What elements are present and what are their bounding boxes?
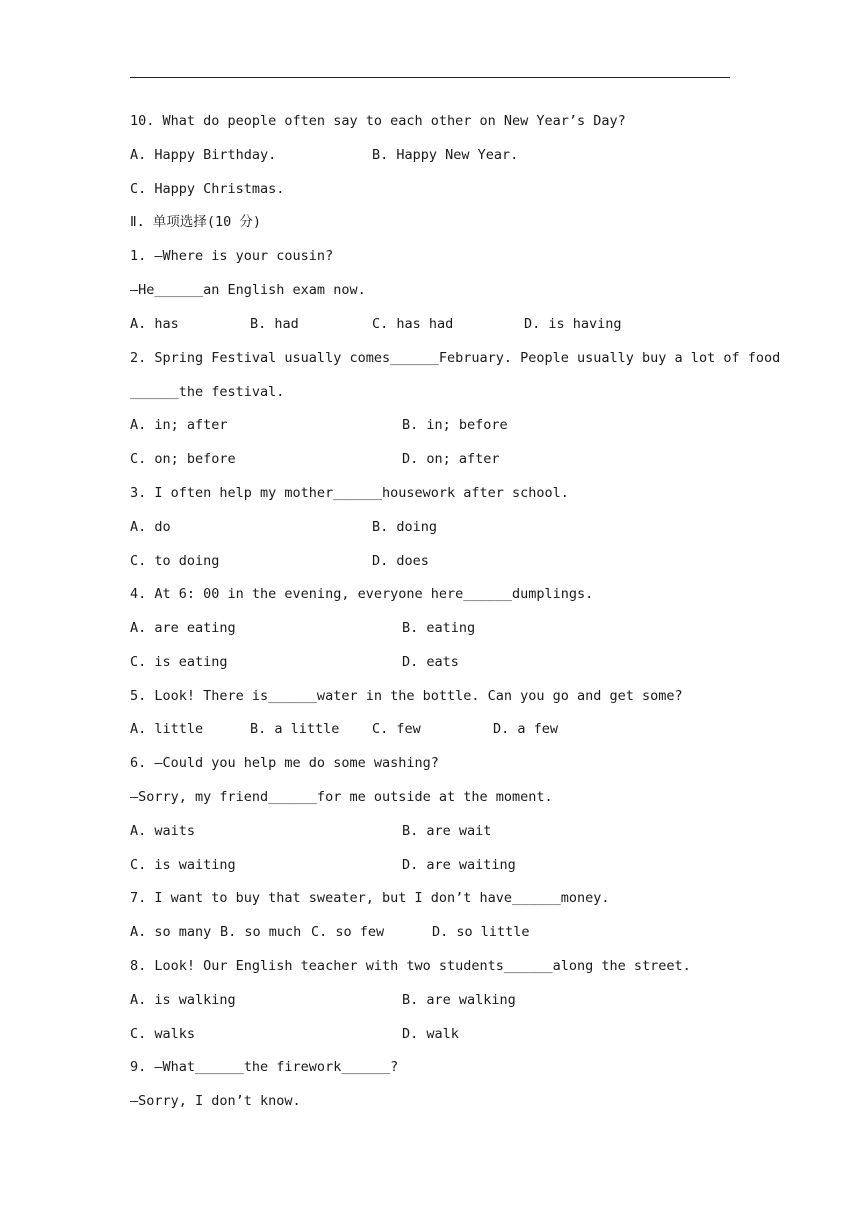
question-1-option-c: C. has had — [372, 316, 454, 332]
header-rule — [130, 77, 730, 78]
question-3-option-b: B. doing — [372, 519, 438, 535]
question-2-option-a: A. in; after — [130, 417, 228, 433]
question-4-option-c: C. is eating — [130, 654, 228, 670]
question-8-option-d: D. walk — [402, 1026, 459, 1042]
question-6-option-a: A. waits — [130, 823, 196, 839]
question-10-option-b: B. Happy New Year. — [372, 147, 519, 163]
question-8-option-b: B. are walking — [402, 992, 516, 1008]
question-5-option-d: D. a few — [493, 721, 559, 737]
question-6-option-b: B. are wait — [402, 823, 492, 839]
question-3-stem: 3. I often help my mother______housework after school. — [130, 485, 569, 501]
question-6-option-d: D. are waiting — [402, 857, 516, 873]
question-2-option-d: D. on; after — [402, 451, 500, 467]
question-3-option-c: C. to doing — [130, 553, 220, 569]
question-4-stem: 4. At 6: 00 in the evening, everyone here______dumplings. — [130, 586, 594, 602]
question-5-option-b: B. a little — [250, 721, 340, 737]
question-7-option-d: D. so little — [432, 924, 530, 940]
question-2-option-c: C. on; before — [130, 451, 236, 467]
question-7-option-a: A. so many — [130, 924, 212, 940]
question-4-option-d: D. eats — [402, 654, 459, 670]
question-7-option-c: C. so few — [311, 924, 385, 940]
question-5-option-c: C. few — [372, 721, 421, 737]
question-1-option-b: B. had — [250, 316, 299, 332]
question-5-option-a: A. little — [130, 721, 204, 737]
question-10-option-a: A. Happy Birthday. — [130, 147, 277, 163]
question-3-option-a: A. do — [130, 519, 171, 535]
question-9-stem-line2: —Sorry, I don’t know. — [130, 1093, 301, 1109]
question-1-stem-line2: —He______an English exam now. — [130, 282, 366, 298]
question-5-stem: 5. Look! There is______water in the bottle. Can you go and get some? — [130, 688, 683, 704]
question-1-stem: 1. —Where is your cousin? — [130, 248, 334, 264]
question-8-option-a: A. is walking — [130, 992, 236, 1008]
question-6-option-c: C. is waiting — [130, 857, 236, 873]
question-1-option-a: A. has — [130, 316, 179, 332]
question-6-stem: 6. —Could you help me do some washing? — [130, 755, 439, 771]
section-2-title: Ⅱ. 单项选择(10 分) — [130, 214, 262, 230]
question-6-stem-line2: —Sorry, my friend______for me outside at the moment. — [130, 789, 553, 805]
question-2-option-b: B. in; before — [402, 417, 508, 433]
question-7-stem: 7. I want to buy that sweater, but I don’t have______money. — [130, 890, 610, 906]
question-9-stem: 9. —What______the firework______? — [130, 1059, 399, 1075]
question-2-stem: 2. Spring Festival usually comes______February. People usually buy a lot of food — [130, 350, 781, 366]
question-2-stem-line2: ______the festival. — [130, 384, 285, 400]
question-8-option-c: C. walks — [130, 1026, 196, 1042]
question-10-option-c: C. Happy Christmas. — [130, 181, 285, 197]
question-7-option-b: B. so much — [220, 924, 302, 940]
question-10-stem: 10. What do people often say to each other on New Year’s Day? — [130, 113, 626, 129]
question-4-option-a: A. are eating — [130, 620, 236, 636]
question-1-option-d: D. is having — [524, 316, 622, 332]
question-8-stem: 8. Look! Our English teacher with two students______along the street. — [130, 958, 691, 974]
question-3-option-d: D. does — [372, 553, 429, 569]
question-4-option-b: B. eating — [402, 620, 476, 636]
